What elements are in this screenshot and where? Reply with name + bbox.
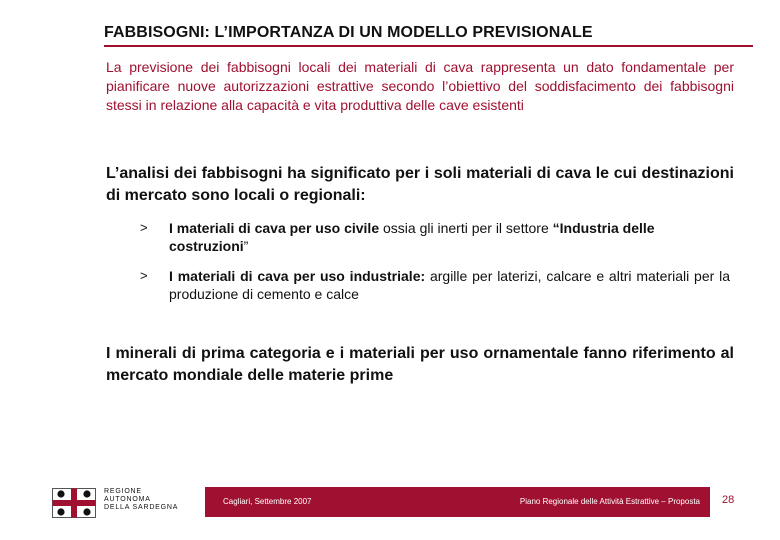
bullet-marker: >	[140, 268, 148, 283]
region-logo-text	[104, 488, 178, 512]
footer-date: Cagliari, Settembre 2007	[223, 497, 312, 506]
page-number: 28	[722, 494, 735, 506]
logo-line: REGIONE	[104, 488, 142, 495]
analysis-paragraph: L’analisi dei fabbisogni ha significato per i soli materiali di cava le cui destinazioni di mercato sono locali o regionali:	[106, 165, 734, 204]
footer-plan-title: Piano Regionale delle Attività Estrattive – Proposta	[519, 497, 700, 506]
bullet-strong-text: I materiali di cava per uso industriale:	[169, 268, 426, 284]
bullet-text: ”	[243, 238, 249, 254]
footer-bar	[205, 487, 710, 517]
minerals-paragraph: I minerali di prima categoria e i materiali per uso ornamentale fanno riferimento al mercato mondiale delle materie prime	[106, 345, 734, 384]
bullet-list	[140, 219, 730, 315]
bullet-marker: >	[140, 220, 148, 235]
sardinia-four-moors-flag-icon	[52, 488, 96, 518]
title-divider	[104, 45, 753, 47]
logo-line: AUTONOMA	[104, 496, 151, 503]
bullet-strong-text: “Industria delle costruzioni	[169, 220, 655, 254]
slide-title: FABBISOGNI: L’IMPORTANZA DI UN MODELLO PREVISIONALE	[104, 24, 593, 41]
bullet-strong-text: I materiali di cava per uso civile	[169, 220, 380, 236]
intro-paragraph: La previsione dei fabbisogni locali dei materiali di cava rappresenta un dato fondamentale per pianificare nuove autorizzazioni estrattive secondo l’obiettivo del soddisfacimento dei fabbisogni stessi in relazione alla capacità e vita produttiva delle cave esistenti	[106, 59, 734, 113]
logo-line: DELLA SARDEGNA	[104, 504, 179, 511]
bullet-item-civil-use	[140, 219, 730, 255]
bullet-text: ossia gli inerti per il settore	[379, 220, 553, 236]
bullet-text: argille per laterizi, calcare e altri materiali per la produzione di cemento e calce	[169, 268, 730, 302]
bullet-item-industrial-use	[140, 267, 730, 303]
